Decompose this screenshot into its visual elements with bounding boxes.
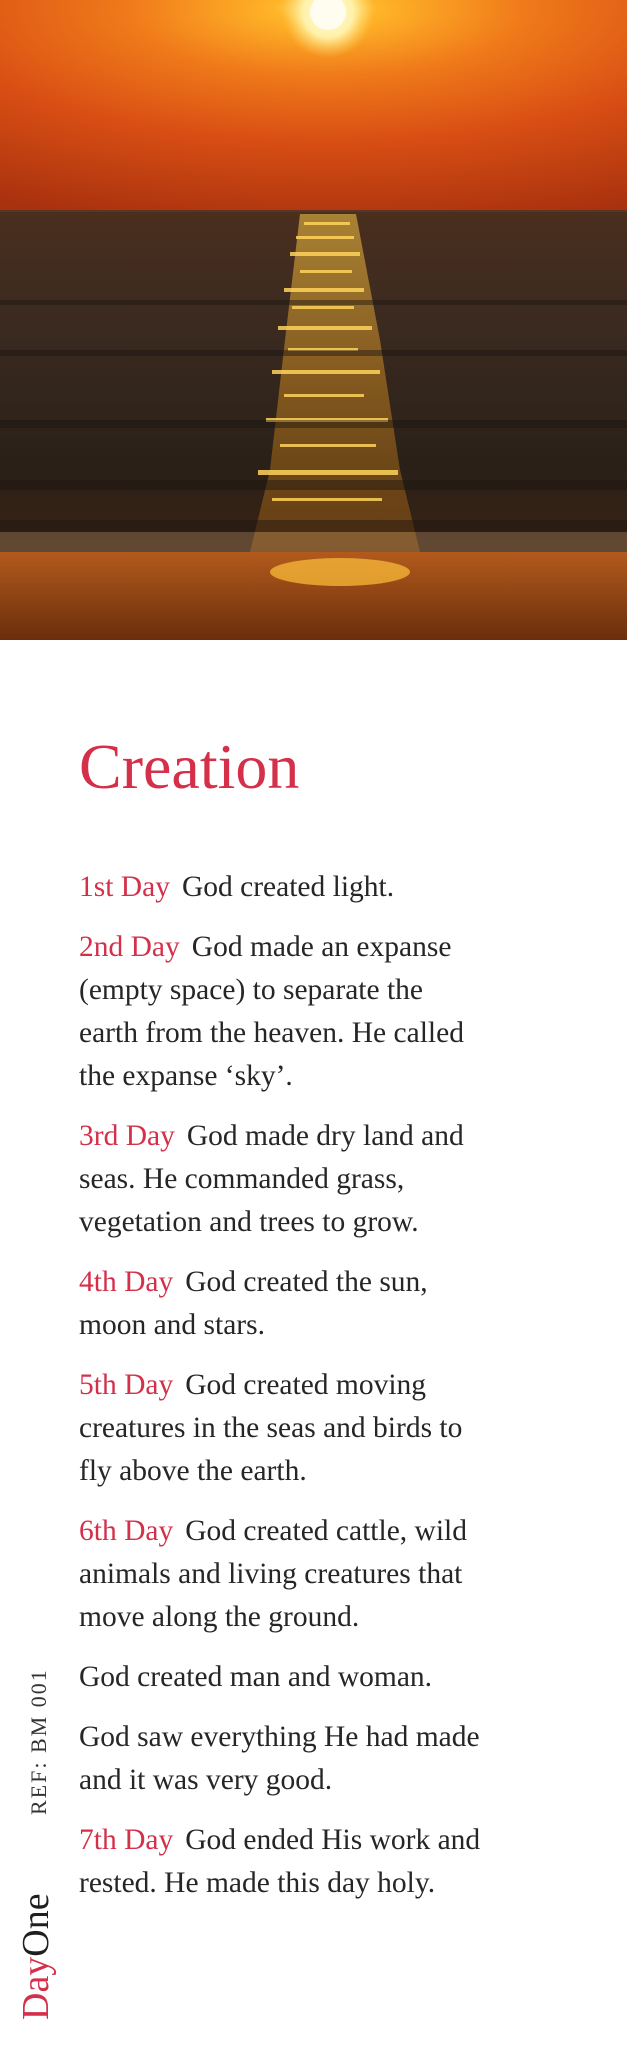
day-text: rested. He made this day holy.: [79, 1867, 436, 1899]
creation-day-list: [79, 866, 599, 1922]
list-item-day-5: [79, 1364, 599, 1493]
sunset-photo: [0, 0, 627, 640]
list-item-day-3: [79, 1115, 599, 1244]
logo-one-text: One: [15, 1893, 57, 1957]
day-text: God created moving: [185, 1369, 427, 1401]
day-text: fly above the earth.: [79, 1455, 307, 1487]
list-item-line: [79, 1115, 599, 1158]
day-text: earth from the heaven. He called: [79, 1017, 464, 1049]
page-title: Creation: [79, 731, 300, 802]
list-item-day-1: [79, 866, 599, 909]
reference-code: REF: BM 001: [26, 1668, 51, 1815]
list-item-day-2: [79, 926, 599, 1098]
day-label: 4th Day: [79, 1266, 174, 1298]
list-item-line: [79, 1261, 599, 1304]
day-text: vegetation and trees to grow.: [79, 1206, 419, 1238]
day-label: 5th Day: [79, 1369, 174, 1401]
day-text: seas. He commanded grass,: [79, 1163, 405, 1195]
list-item-very-good: [79, 1716, 599, 1802]
dayone-logo: [14, 1860, 64, 2020]
sunset-illustration: [0, 0, 627, 640]
list-item-line: [79, 1819, 599, 1862]
day-text: God created light.: [181, 871, 395, 903]
list-item-day-7: [79, 1819, 599, 1905]
day-text: and it was very good.: [79, 1764, 333, 1796]
day-label: 3rd Day: [79, 1120, 175, 1152]
day-text: God created man and woman.: [79, 1661, 433, 1693]
day-text: God created cattle, wild: [185, 1515, 467, 1547]
list-item-line: [79, 866, 599, 909]
list-item-day-4: [79, 1261, 599, 1347]
list-item-line: [79, 1364, 599, 1407]
day-text: creatures in the seas and birds to: [79, 1412, 463, 1444]
day-label: 1st Day: [79, 871, 170, 903]
list-item-line: [79, 1510, 599, 1553]
day-text: God created the sun,: [185, 1266, 428, 1298]
day-text: (empty space) to separate the: [79, 974, 424, 1006]
day-text: moon and stars.: [79, 1309, 265, 1341]
day-text: the expanse ‘sky’.: [79, 1060, 293, 1092]
day-text: God made dry land and: [186, 1120, 464, 1152]
list-item-man-woman: [79, 1656, 599, 1699]
day-text: God made an expanse: [191, 931, 452, 963]
day-text: move along the ground.: [79, 1601, 360, 1633]
day-label: 2nd Day: [79, 931, 180, 963]
day-label: 6th Day: [79, 1515, 174, 1547]
day-text: animals and living creatures that: [79, 1558, 463, 1590]
list-item-line: [79, 926, 599, 969]
logo-day-text: Day: [15, 1956, 57, 2020]
day-text: God saw everything He had made: [79, 1721, 480, 1753]
list-item-day-6: [79, 1510, 599, 1639]
day-label: 7th Day: [79, 1824, 174, 1856]
day-text: God ended His work and: [185, 1824, 481, 1856]
